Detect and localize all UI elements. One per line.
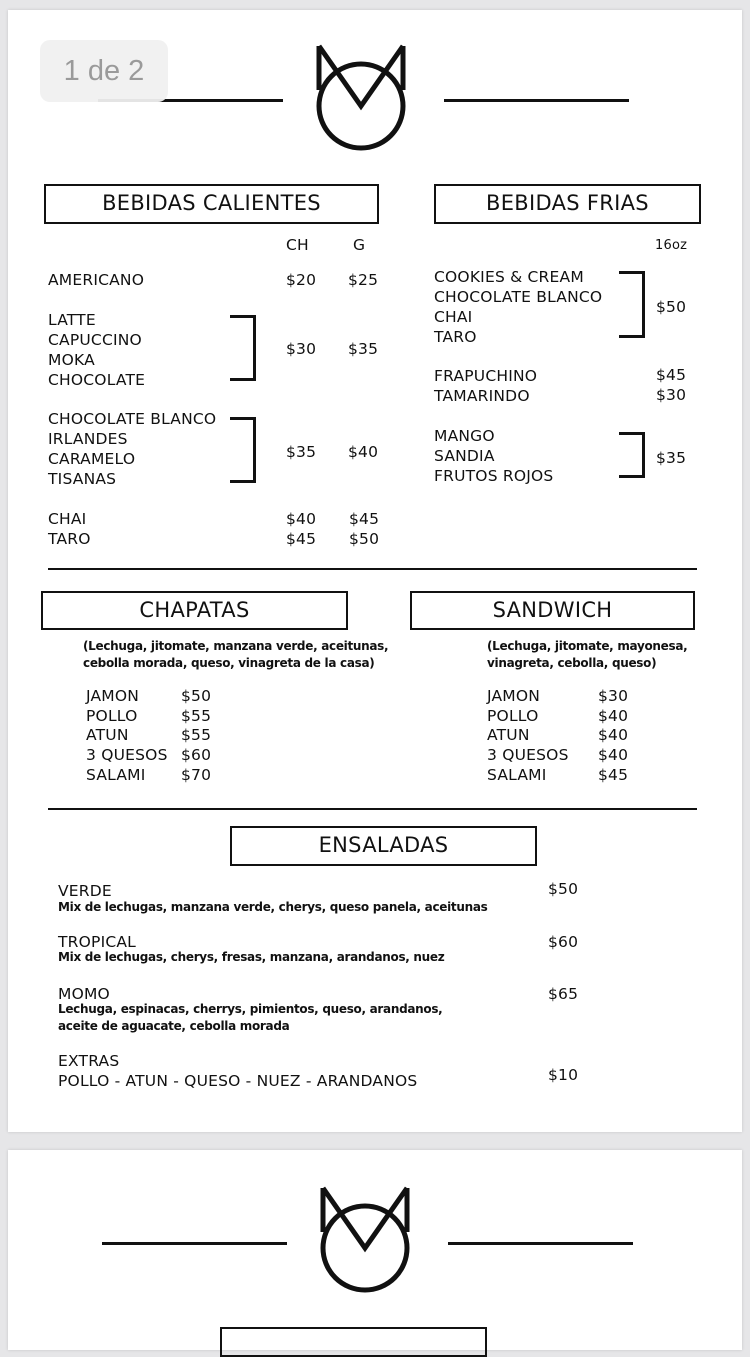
price-ch: $45 — [286, 530, 317, 548]
logo-line-right — [448, 1242, 633, 1245]
menu-item-name: COOKIES & CREAM — [434, 268, 584, 286]
extras-description: POLLO - ATUN - QUESO - NUEZ - ARANDANOS — [58, 1072, 418, 1090]
price: $40 — [598, 726, 629, 744]
menu-item-name: CHOCOLATE BLANCO — [434, 288, 603, 306]
cold-drinks-header — [434, 184, 701, 224]
price-ch: $35 — [286, 443, 317, 461]
hot-drinks-header — [44, 184, 379, 224]
price: $50 — [656, 298, 687, 316]
price: $55 — [181, 707, 212, 725]
price-g: $50 — [349, 530, 380, 548]
logo-line-left — [102, 1242, 287, 1245]
group-bracket — [230, 315, 256, 381]
divider — [48, 808, 697, 810]
menu-item-name: JAMON — [86, 687, 140, 705]
group-bracket — [619, 432, 645, 478]
price-g: $35 — [348, 340, 379, 358]
cat-logo-icon — [311, 40, 411, 152]
price: $10 — [548, 1066, 579, 1084]
salad-description: Lechuga, espinacas, cherrys, pimientos, queso, arandanos, — [58, 1002, 443, 1016]
price: $60 — [181, 746, 212, 764]
price: $60 — [548, 933, 579, 951]
menu-item-name: MOKA — [48, 351, 95, 369]
col-ch-label: CH — [286, 236, 309, 254]
chapatas-header — [41, 591, 348, 630]
salad-name: TROPICAL — [58, 933, 137, 951]
price: $45 — [656, 366, 687, 384]
salad-name: VERDE — [58, 882, 112, 900]
sandwich-description: vinagreta, cebolla, queso) — [487, 656, 657, 670]
section-header-box — [220, 1327, 487, 1357]
menu-item-name: SANDIA — [434, 447, 495, 465]
price: $55 — [181, 726, 212, 744]
extras-label: EXTRAS — [58, 1052, 120, 1070]
menu-item-name: POLLO — [86, 707, 138, 725]
menu-item-name: SALAMI — [86, 766, 146, 784]
price-g: $25 — [348, 271, 379, 289]
logo-line-right — [444, 99, 629, 102]
menu-item-name: TARO — [434, 328, 477, 346]
ensaladas-header — [230, 826, 537, 866]
price: $40 — [598, 707, 629, 725]
menu-item-name: FRAPUCHINO — [434, 367, 538, 385]
price-ch: $40 — [286, 510, 317, 528]
menu-item-name: ATUN — [487, 726, 530, 744]
chapatas-title: CHAPATAS — [139, 598, 250, 622]
menu-item-name: JAMON — [487, 687, 541, 705]
menu-page-1 — [8, 10, 742, 1132]
menu-item-name: AMERICANO — [48, 271, 145, 289]
col-g-label: G — [353, 236, 366, 254]
price: $65 — [548, 985, 579, 1003]
menu-item-name: MANGO — [434, 427, 495, 445]
price: $70 — [181, 766, 212, 784]
menu-item-name: FRUTOS ROJOS — [434, 467, 554, 485]
menu-item-name: CHOCOLATE BLANCO — [48, 410, 217, 428]
size-label: 16oz — [655, 238, 688, 253]
chapatas-description: cebolla morada, queso, vinagreta de la casa) — [83, 656, 375, 670]
menu-item-name: CARAMELO — [48, 450, 136, 468]
price: $30 — [598, 687, 629, 705]
divider — [48, 568, 697, 570]
group-bracket — [619, 271, 645, 338]
salad-name: MOMO — [58, 985, 110, 1003]
menu-item-name: IRLANDES — [48, 430, 128, 448]
menu-item-name: CHAI — [434, 308, 473, 326]
menu-item-name: CHOCOLATE — [48, 371, 146, 389]
cat-logo-icon — [315, 1182, 415, 1294]
menu-item-name: 3 QUESOS — [86, 746, 168, 764]
price: $50 — [181, 687, 212, 705]
menu-page-2 — [8, 1150, 742, 1350]
salad-description: Mix de lechugas, manzana verde, cherys, queso panela, aceitunas — [58, 900, 488, 914]
menu-item-name: SALAMI — [487, 766, 547, 784]
menu-item-name: 3 QUESOS — [487, 746, 569, 764]
hot-drinks-title: BEBIDAS CALIENTES — [102, 191, 321, 215]
price: $30 — [656, 386, 687, 404]
price-g: $45 — [349, 510, 380, 528]
menu-item-name: POLLO — [487, 707, 539, 725]
menu-item-name: LATTE — [48, 311, 96, 329]
chapatas-description: (Lechuga, jitomate, manzana verde, aceitunas, — [83, 639, 389, 653]
cold-drinks-title: BEBIDAS FRIAS — [486, 191, 649, 215]
ensaladas-title: ENSALADAS — [318, 833, 449, 857]
menu-item-name: ATUN — [86, 726, 129, 744]
price: $50 — [548, 880, 579, 898]
sandwich-title: SANDWICH — [492, 598, 613, 622]
sandwich-description: (Lechuga, jitomate, mayonesa, — [487, 639, 688, 653]
price-ch: $20 — [286, 271, 317, 289]
price-ch: $30 — [286, 340, 317, 358]
page-indicator: 1 de 2 — [40, 40, 168, 102]
menu-item-name: TISANAS — [48, 470, 117, 488]
price: $45 — [598, 766, 629, 784]
price-g: $40 — [348, 443, 379, 461]
price: $40 — [598, 746, 629, 764]
menu-item-name: TAMARINDO — [434, 387, 530, 405]
price: $35 — [656, 449, 687, 467]
sandwich-header — [410, 591, 695, 630]
menu-item-name: CHAI — [48, 510, 87, 528]
salad-description: aceite de aguacate, cebolla morada — [58, 1019, 290, 1033]
menu-item-name: TARO — [48, 530, 91, 548]
salad-description: Mix de lechugas, cherys, fresas, manzana, arandanos, nuez — [58, 950, 445, 964]
menu-item-name: CAPUCCINO — [48, 331, 142, 349]
group-bracket — [230, 417, 256, 483]
